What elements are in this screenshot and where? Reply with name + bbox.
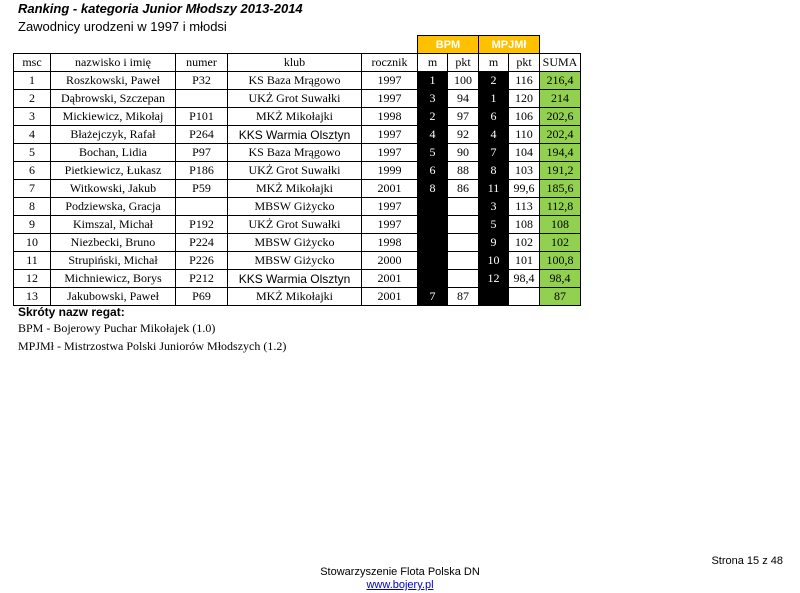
- birth-year-cell: 1997: [362, 126, 418, 144]
- name-cell: Roszkowski, Paweł: [51, 72, 176, 90]
- abbreviation-bpm: BPM - Bojerowy Puchar Mikołajek (1.0): [18, 321, 216, 335]
- column-header-rocznik: rocznik: [362, 54, 418, 72]
- footer-link[interactable]: www.bojery.pl: [366, 579, 434, 591]
- place-cell: 11: [14, 252, 51, 270]
- table-row: [14, 252, 581, 270]
- column-header-mpjml-pkt: pkt: [509, 54, 540, 72]
- bpm-place-cell: [418, 234, 448, 252]
- club-cell: UKŻ Grot Suwałki: [228, 216, 362, 234]
- place-cell: 1: [14, 72, 51, 90]
- mpjml-points-cell: 102: [509, 234, 540, 252]
- club-cell: MBSW Giżycko: [228, 198, 362, 216]
- footer-organization: Stowarzyszenie Flota Polska DN: [320, 566, 480, 578]
- bpm-points-cell: 94: [448, 90, 479, 108]
- place-cell: 13: [14, 288, 51, 306]
- sail-number-cell: P264: [176, 126, 228, 144]
- birth-year-cell: 2000: [362, 252, 418, 270]
- birth-year-cell: 1997: [362, 198, 418, 216]
- bpm-points-cell: 87: [448, 288, 479, 306]
- bpm-points-cell: [448, 270, 479, 288]
- column-header-numer: numer: [176, 54, 228, 72]
- table-row: [14, 270, 581, 288]
- bpm-place-cell: 4: [418, 126, 448, 144]
- bpm-place-cell: [418, 216, 448, 234]
- club-cell: MBSW Giżycko: [228, 252, 362, 270]
- page-title: Ranking - kategoria Junior Młodszy 2013-2014: [18, 1, 303, 16]
- table-row: [14, 144, 581, 162]
- bpm-place-cell: [418, 198, 448, 216]
- sail-number-cell: P226: [176, 252, 228, 270]
- bpm-points-cell: 100: [448, 72, 479, 90]
- club-cell: MKŻ Mikołajki: [228, 288, 362, 306]
- table-row: [14, 216, 581, 234]
- name-cell: Kimszal, Michał: [51, 216, 176, 234]
- sail-number-cell: P224: [176, 234, 228, 252]
- place-cell: 12: [14, 270, 51, 288]
- place-cell: 6: [14, 162, 51, 180]
- name-cell: Mickiewicz, Mikołaj: [51, 108, 176, 126]
- regatta-header-bpm: BPM: [418, 36, 479, 54]
- club-cell: MBSW Giżycko: [228, 234, 362, 252]
- regatta-header-mpjml: MPJMł: [479, 36, 540, 54]
- place-cell: 9: [14, 216, 51, 234]
- bpm-points-cell: 97: [448, 108, 479, 126]
- name-cell: Jakubowski, Paweł: [51, 288, 176, 306]
- place-cell: 7: [14, 180, 51, 198]
- mpjml-place-cell: 7: [479, 144, 509, 162]
- total-points-cell: 98,4: [540, 270, 581, 288]
- club-cell: UKŻ Grot Suwałki: [228, 90, 362, 108]
- table-row: [14, 162, 581, 180]
- table-row: [14, 126, 581, 144]
- place-cell: 8: [14, 198, 51, 216]
- club-cell: KKS Warmia Olsztyn: [228, 126, 362, 144]
- bpm-place-cell: 6: [418, 162, 448, 180]
- place-cell: 5: [14, 144, 51, 162]
- sail-number-cell: P69: [176, 288, 228, 306]
- mpjml-points-cell: 99,6: [509, 180, 540, 198]
- place-cell: 10: [14, 234, 51, 252]
- birth-year-cell: 1998: [362, 108, 418, 126]
- mpjml-place-cell: 3: [479, 198, 509, 216]
- table-row: [14, 72, 581, 90]
- club-cell: UKŻ Grot Suwałki: [228, 162, 362, 180]
- birth-year-cell: 2001: [362, 180, 418, 198]
- abbreviation-mpjml: MPJMł - Mistrzostwa Polski Juniorów Młodszych (1.2): [18, 339, 287, 353]
- mpjml-points-cell: 104: [509, 144, 540, 162]
- page-subtitle: Zawodnicy urodzeni w 1997 i młodsi: [18, 19, 227, 34]
- birth-year-cell: 1997: [362, 72, 418, 90]
- sail-number-cell: [176, 198, 228, 216]
- club-cell: KS Baza Mrągowo: [228, 144, 362, 162]
- bpm-place-cell: 1: [418, 72, 448, 90]
- club-cell: KKS Warmia Olsztyn: [228, 270, 362, 288]
- total-points-cell: 202,4: [540, 126, 581, 144]
- total-points-cell: 102: [540, 234, 581, 252]
- bpm-place-cell: 2: [418, 108, 448, 126]
- name-cell: Błażejczyk, Rafał: [51, 126, 176, 144]
- birth-year-cell: 1997: [362, 216, 418, 234]
- name-cell: Pietkiewicz, Łukasz: [51, 162, 176, 180]
- bpm-place-cell: 7: [418, 288, 448, 306]
- page-number: Strona 15 z 48: [711, 555, 783, 567]
- mpjml-place-cell: 4: [479, 126, 509, 144]
- club-cell: KS Baza Mrągowo: [228, 72, 362, 90]
- column-header-name: nazwisko i imię: [51, 54, 176, 72]
- column-header-klub: klub: [228, 54, 362, 72]
- mpjml-place-cell: 9: [479, 234, 509, 252]
- table-row: [14, 180, 581, 198]
- mpjml-place-cell: [479, 288, 509, 306]
- column-header-msc: msc: [14, 54, 51, 72]
- mpjml-points-cell: 113: [509, 198, 540, 216]
- total-points-cell: 214: [540, 90, 581, 108]
- column-header-bpm-pkt: pkt: [448, 54, 479, 72]
- column-header-row: [14, 54, 581, 72]
- total-points-cell: 202,6: [540, 108, 581, 126]
- total-points-cell: 185,6: [540, 180, 581, 198]
- bpm-points-cell: [448, 234, 479, 252]
- total-points-cell: 100,8: [540, 252, 581, 270]
- table-row: [14, 288, 581, 306]
- total-points-cell: 87: [540, 288, 581, 306]
- birth-year-cell: 1997: [362, 144, 418, 162]
- birth-year-cell: 1999: [362, 162, 418, 180]
- column-header-bpm-m: m: [418, 54, 448, 72]
- mpjml-points-cell: 110: [509, 126, 540, 144]
- bpm-place-cell: 5: [418, 144, 448, 162]
- ranking-table: [13, 35, 581, 306]
- sail-number-cell: P212: [176, 270, 228, 288]
- name-cell: Bochan, Lidia: [51, 144, 176, 162]
- bpm-points-cell: [448, 198, 479, 216]
- mpjml-place-cell: 1: [479, 90, 509, 108]
- bpm-place-cell: [418, 270, 448, 288]
- total-points-cell: 216,4: [540, 72, 581, 90]
- sail-number-cell: P97: [176, 144, 228, 162]
- mpjml-place-cell: 8: [479, 162, 509, 180]
- bpm-points-cell: 88: [448, 162, 479, 180]
- bpm-place-cell: 8: [418, 180, 448, 198]
- sail-number-cell: P32: [176, 72, 228, 90]
- total-points-cell: 191,2: [540, 162, 581, 180]
- birth-year-cell: 2001: [362, 288, 418, 306]
- mpjml-points-cell: 116: [509, 72, 540, 90]
- total-points-cell: 108: [540, 216, 581, 234]
- mpjml-points-cell: 120: [509, 90, 540, 108]
- sail-number-cell: P101: [176, 108, 228, 126]
- bpm-points-cell: [448, 252, 479, 270]
- birth-year-cell: 1997: [362, 90, 418, 108]
- mpjml-place-cell: 6: [479, 108, 509, 126]
- total-points-cell: 112,8: [540, 198, 581, 216]
- sail-number-cell: [176, 90, 228, 108]
- club-cell: MKŻ Mikołajki: [228, 108, 362, 126]
- abbreviations-title: Skróty nazw regat:: [18, 305, 125, 319]
- bpm-place-cell: [418, 252, 448, 270]
- table-row: [14, 234, 581, 252]
- birth-year-cell: 2001: [362, 270, 418, 288]
- total-points-cell: 194,4: [540, 144, 581, 162]
- mpjml-place-cell: 12: [479, 270, 509, 288]
- bpm-points-cell: 86: [448, 180, 479, 198]
- bpm-points-cell: 92: [448, 126, 479, 144]
- bpm-points-cell: 90: [448, 144, 479, 162]
- birth-year-cell: 1998: [362, 234, 418, 252]
- mpjml-points-cell: 98,4: [509, 270, 540, 288]
- name-cell: Witkowski, Jakub: [51, 180, 176, 198]
- place-cell: 4: [14, 126, 51, 144]
- name-cell: Dąbrowski, Szczepan: [51, 90, 176, 108]
- mpjml-place-cell: 2: [479, 72, 509, 90]
- sail-number-cell: P186: [176, 162, 228, 180]
- table-row: [14, 198, 581, 216]
- name-cell: Niezbecki, Bruno: [51, 234, 176, 252]
- mpjml-points-cell: 106: [509, 108, 540, 126]
- mpjml-place-cell: 11: [479, 180, 509, 198]
- mpjml-points-cell: 103: [509, 162, 540, 180]
- place-cell: 3: [14, 108, 51, 126]
- club-cell: MKŻ Mikołajki: [228, 180, 362, 198]
- mpjml-place-cell: 10: [479, 252, 509, 270]
- mpjml-points-cell: 108: [509, 216, 540, 234]
- name-cell: Strupiński, Michał: [51, 252, 176, 270]
- mpjml-place-cell: 5: [479, 216, 509, 234]
- table-row: [14, 90, 581, 108]
- mpjml-points-cell: [509, 288, 540, 306]
- regatta-header-row: [14, 36, 581, 54]
- column-header-suma: SUMA: [540, 54, 581, 72]
- bpm-place-cell: 3: [418, 90, 448, 108]
- sail-number-cell: P192: [176, 216, 228, 234]
- column-header-mpjml-m: m: [479, 54, 509, 72]
- place-cell: 2: [14, 90, 51, 108]
- name-cell: Podziewska, Gracja: [51, 198, 176, 216]
- sail-number-cell: P59: [176, 180, 228, 198]
- name-cell: Michniewicz, Borys: [51, 270, 176, 288]
- table-row: [14, 108, 581, 126]
- bpm-points-cell: [448, 216, 479, 234]
- mpjml-points-cell: 101: [509, 252, 540, 270]
